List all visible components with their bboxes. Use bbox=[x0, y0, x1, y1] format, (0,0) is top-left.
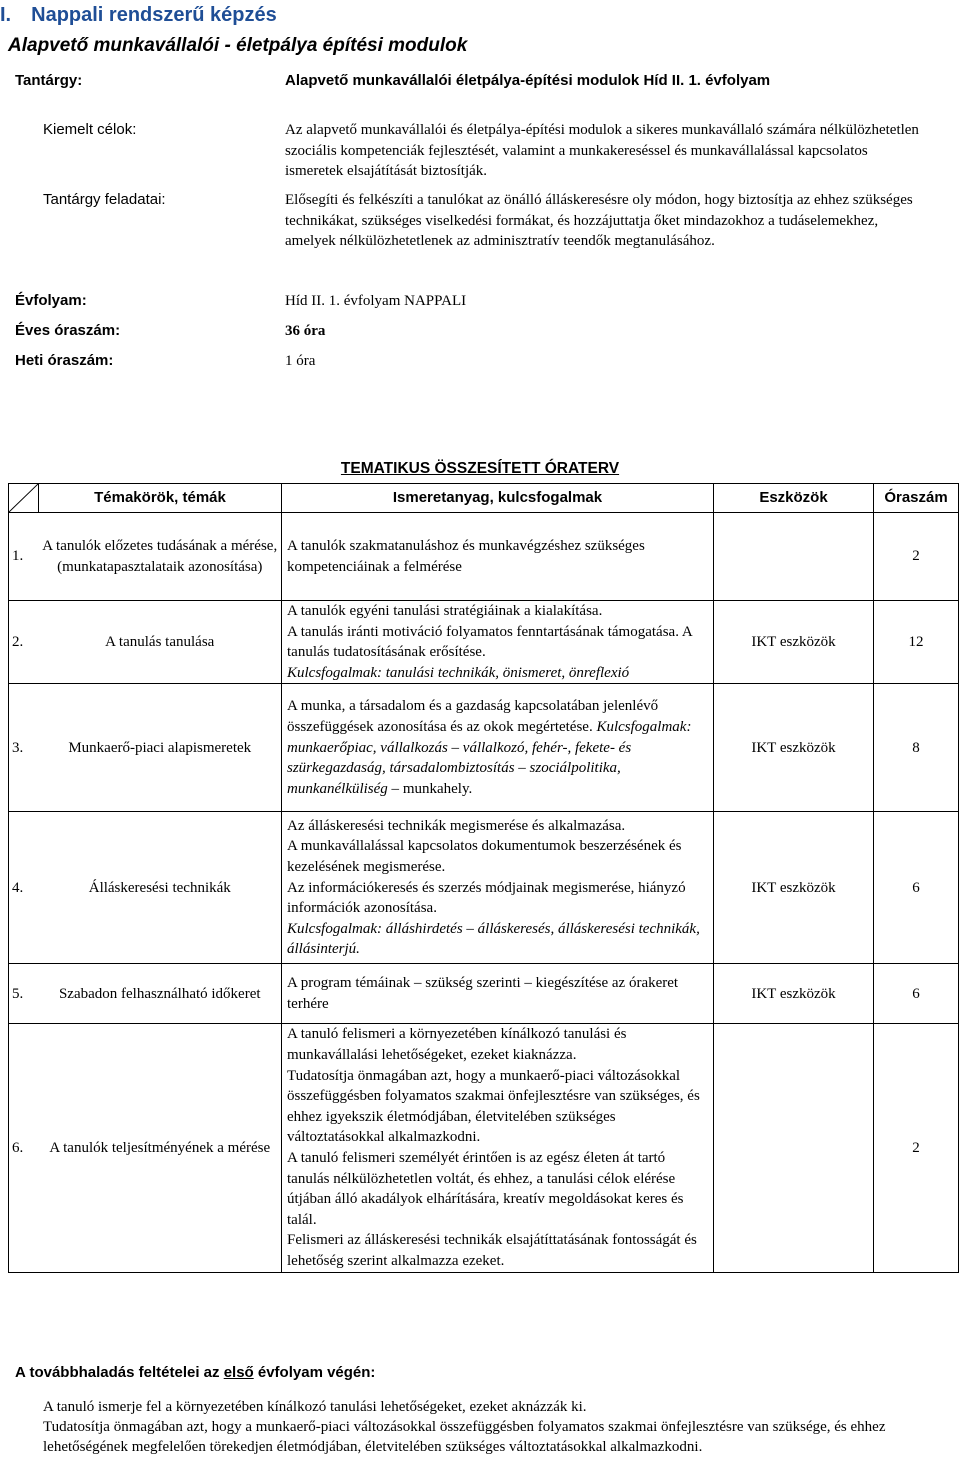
content-line: munkahely. bbox=[402, 780, 473, 797]
module-subtitle: Alapvető munkavállalói - életpálya építési modulok bbox=[8, 35, 468, 56]
row-hours: 8 bbox=[874, 684, 959, 812]
table-title: TEMATIKUS ÖSSZESÍTETT ÓRATERV bbox=[340, 460, 620, 477]
subject-label: Tantárgy: bbox=[15, 72, 83, 89]
annual-hours-label: Éves óraszám: bbox=[15, 322, 121, 339]
row-content bbox=[282, 513, 714, 601]
content-line: A program témáinak – szükség szerinti – kiegészítése az órakeret terhére bbox=[287, 975, 679, 1012]
goals-text: Az alapvető munkavállalói és életpálya-építési modulok a sikeres munkavállaló számára nélkülözhetetlen szociális kompetenciák fejlesztését, valamint a munkakereséssel és munkavállalással kapcsolatos ismeretek elsajátítását biztosítják. bbox=[285, 122, 919, 179]
row-number: 6. bbox=[9, 1024, 39, 1272]
table-row bbox=[9, 1024, 959, 1272]
row-content bbox=[282, 601, 714, 684]
content-line: Tudatosítja önmagában azt, hogy a munkaerő-piaci változásokkal összefüggésben folyamatos szakmai önfejlesztésre van szükséges, és ehhez igyekszik életmódjában, életvitelében szükséges változtatásokkal alkalmazkodni. bbox=[287, 1067, 700, 1146]
header-corner-cell bbox=[9, 484, 39, 513]
progression-line-1: A tanuló ismerje fel a környezetében kínálkozó tanulási lehetőségeket, ezeket aknázzák ki. bbox=[43, 1399, 587, 1415]
row-topic: A tanulók teljesítményének a mérése bbox=[39, 1024, 282, 1272]
row-tools: IKT eszközök bbox=[714, 812, 874, 964]
row-topic: Álláskeresési technikák bbox=[39, 812, 282, 964]
progression-heading-underlined: első bbox=[223, 1364, 254, 1381]
table-header-row bbox=[9, 484, 959, 513]
row-number: 3. bbox=[9, 684, 39, 812]
row-content bbox=[282, 964, 714, 1024]
row-hours: 2 bbox=[874, 1024, 959, 1272]
row-tools bbox=[714, 513, 874, 601]
section-number: I. bbox=[0, 4, 12, 26]
content-line: A tanuló felismeri a környezetében kínálkozó tanulási és munkavállalási lehetőségeket, ezeket kiaknázza. bbox=[287, 1026, 627, 1063]
content-line: A munka, a társadalom és a gazdaság kapcsolatában jelenlévő összefüggések azonosítása és az okok megértetése. bbox=[287, 698, 659, 735]
tasks-text: Elősegíti és felkészíti a tanulókat az önálló álláskeresésre oly módon, hogy biztosítja az ehhez szükséges technikákat, szükséges viselkedési formákat, és hozzájuttatja őket mindazokhoz a tudáselemekhez, amelyek nélkülözhetetlenek az adminisztratív teendők megtanulásához. bbox=[285, 192, 913, 249]
row-hours: 2 bbox=[874, 513, 959, 601]
content-line: Az álláskeresési technikák megismerése és alkalmazása. bbox=[287, 817, 626, 834]
progression-heading: A továbbhaladás feltételei az első évfolyam végén: bbox=[15, 1364, 376, 1381]
row-number: 5. bbox=[9, 964, 39, 1024]
content-line: Felismeri az álláskeresési technikák elsajátíttatásának fontosságát és lehetőség szerint alkalmazza ezeket. bbox=[287, 1232, 697, 1269]
row-topic: A tanulás tanulása bbox=[39, 601, 282, 684]
section-title: Nappali rendszerű képzés bbox=[31, 4, 277, 26]
lesson-plan-table bbox=[8, 483, 959, 1273]
grade-label: Évfolyam: bbox=[15, 292, 87, 309]
table-row bbox=[9, 684, 959, 812]
row-tools: IKT eszközök bbox=[714, 601, 874, 684]
diagonal-line bbox=[9, 484, 38, 512]
tasks-label: Tantárgy feladatai: bbox=[43, 191, 166, 208]
progression-text bbox=[43, 1397, 943, 1458]
content-line: Kulcsfogalmak: tanulási technikák, önismeret, önreflexió bbox=[287, 664, 630, 681]
table-row bbox=[9, 812, 959, 964]
row-hours: 6 bbox=[874, 812, 959, 964]
content-line: A tanuló felismeri személyét érintően is az egész életen át tartó tanulás nélkülözhetetlen voltát, és ehhez, a tanulási célok elérése útjában álló akadályok elhárítására, kreatív megoldásokat keres és talál. bbox=[287, 1149, 684, 1228]
row-content bbox=[282, 812, 714, 964]
weekly-hours-label: Heti óraszám: bbox=[15, 352, 114, 369]
progression-line-2: Tudatosítja önmagában azt, hogy a munkaerő-piaci változásokkal összefüggésben folyamatos szakmai önfejlesztésre van szüksége, és ehhez lehetőségének megfelelően törekedjen életmódjában, életvitelében szükséges változtatásokkal alkalmazkodni. bbox=[43, 1419, 886, 1456]
subject-value: Alapvető munkavállalói életpálya-építési modulok Híd II. 1. évfolyam bbox=[285, 72, 771, 89]
weekly-hours-value: 1 óra bbox=[285, 353, 316, 369]
row-tools bbox=[714, 1024, 874, 1272]
row-hours: 6 bbox=[874, 964, 959, 1024]
content-line: Az információkeresés és szerzés módjainak megismerése, hiányzó információk azonosítása. bbox=[287, 879, 686, 917]
row-number: 4. bbox=[9, 812, 39, 964]
row-topic: Munkaerő-piaci alapismeretek bbox=[39, 684, 282, 812]
annual-hours-value: 36 óra bbox=[285, 323, 326, 339]
row-content bbox=[282, 684, 714, 812]
row-tools: IKT eszközök bbox=[714, 684, 874, 812]
content-line: A tanulás iránti motiváció folyamatos fenntartásának támogatása. A tanulás tudatosításának erősítése. bbox=[287, 623, 692, 661]
content-line: Kulcsfogalmak: munkaerőpiac, vállalkozás – vállalkozó, fehér-, fekete- és szürkegazdaság, társadalombiztosítás – szociálpolitika, munkanélküliség – bbox=[287, 718, 692, 797]
header-hours: Óraszám bbox=[874, 484, 959, 513]
table-row bbox=[9, 964, 959, 1024]
content-line: A tanulók szakmatanuláshoz és munkavégzéshez szükséges kompetenciáinak a felmérése bbox=[287, 537, 645, 575]
row-number: 2. bbox=[9, 601, 39, 684]
row-topic: Szabadon felhasználható időkeret bbox=[39, 964, 282, 1024]
section-heading bbox=[0, 2, 277, 28]
row-tools: IKT eszközök bbox=[714, 964, 874, 1024]
header-topics: Témakörök, témák bbox=[39, 484, 282, 513]
header-content: Ismeretanyag, kulcsfogalmak bbox=[282, 484, 714, 513]
row-content bbox=[282, 1024, 714, 1272]
table-row bbox=[9, 601, 959, 684]
content-line: A munkavállalással kapcsolatos dokumentumok beszerzésének és kezelésének megismerése. bbox=[287, 838, 682, 875]
row-topic: A tanulók előzetes tudásának a mérése, (munkatapasztalataik azonosítása) bbox=[39, 513, 282, 601]
row-number: 1. bbox=[9, 513, 39, 601]
goals-label: Kiemelt célok: bbox=[43, 121, 137, 138]
header-tools: Eszközök bbox=[714, 484, 874, 513]
row-hours: 12 bbox=[874, 601, 959, 684]
content-line: A tanulók egyéni tanulási stratégiáinak a kialakítása. bbox=[287, 603, 603, 619]
content-line: Kulcsfogalmak: álláshirdetés – álláskeresés, álláskeresési technikák, állásinterjú. bbox=[287, 920, 700, 958]
table-row bbox=[9, 513, 959, 601]
grade-value: Híd II. 1. évfolyam NAPPALI bbox=[285, 293, 467, 309]
